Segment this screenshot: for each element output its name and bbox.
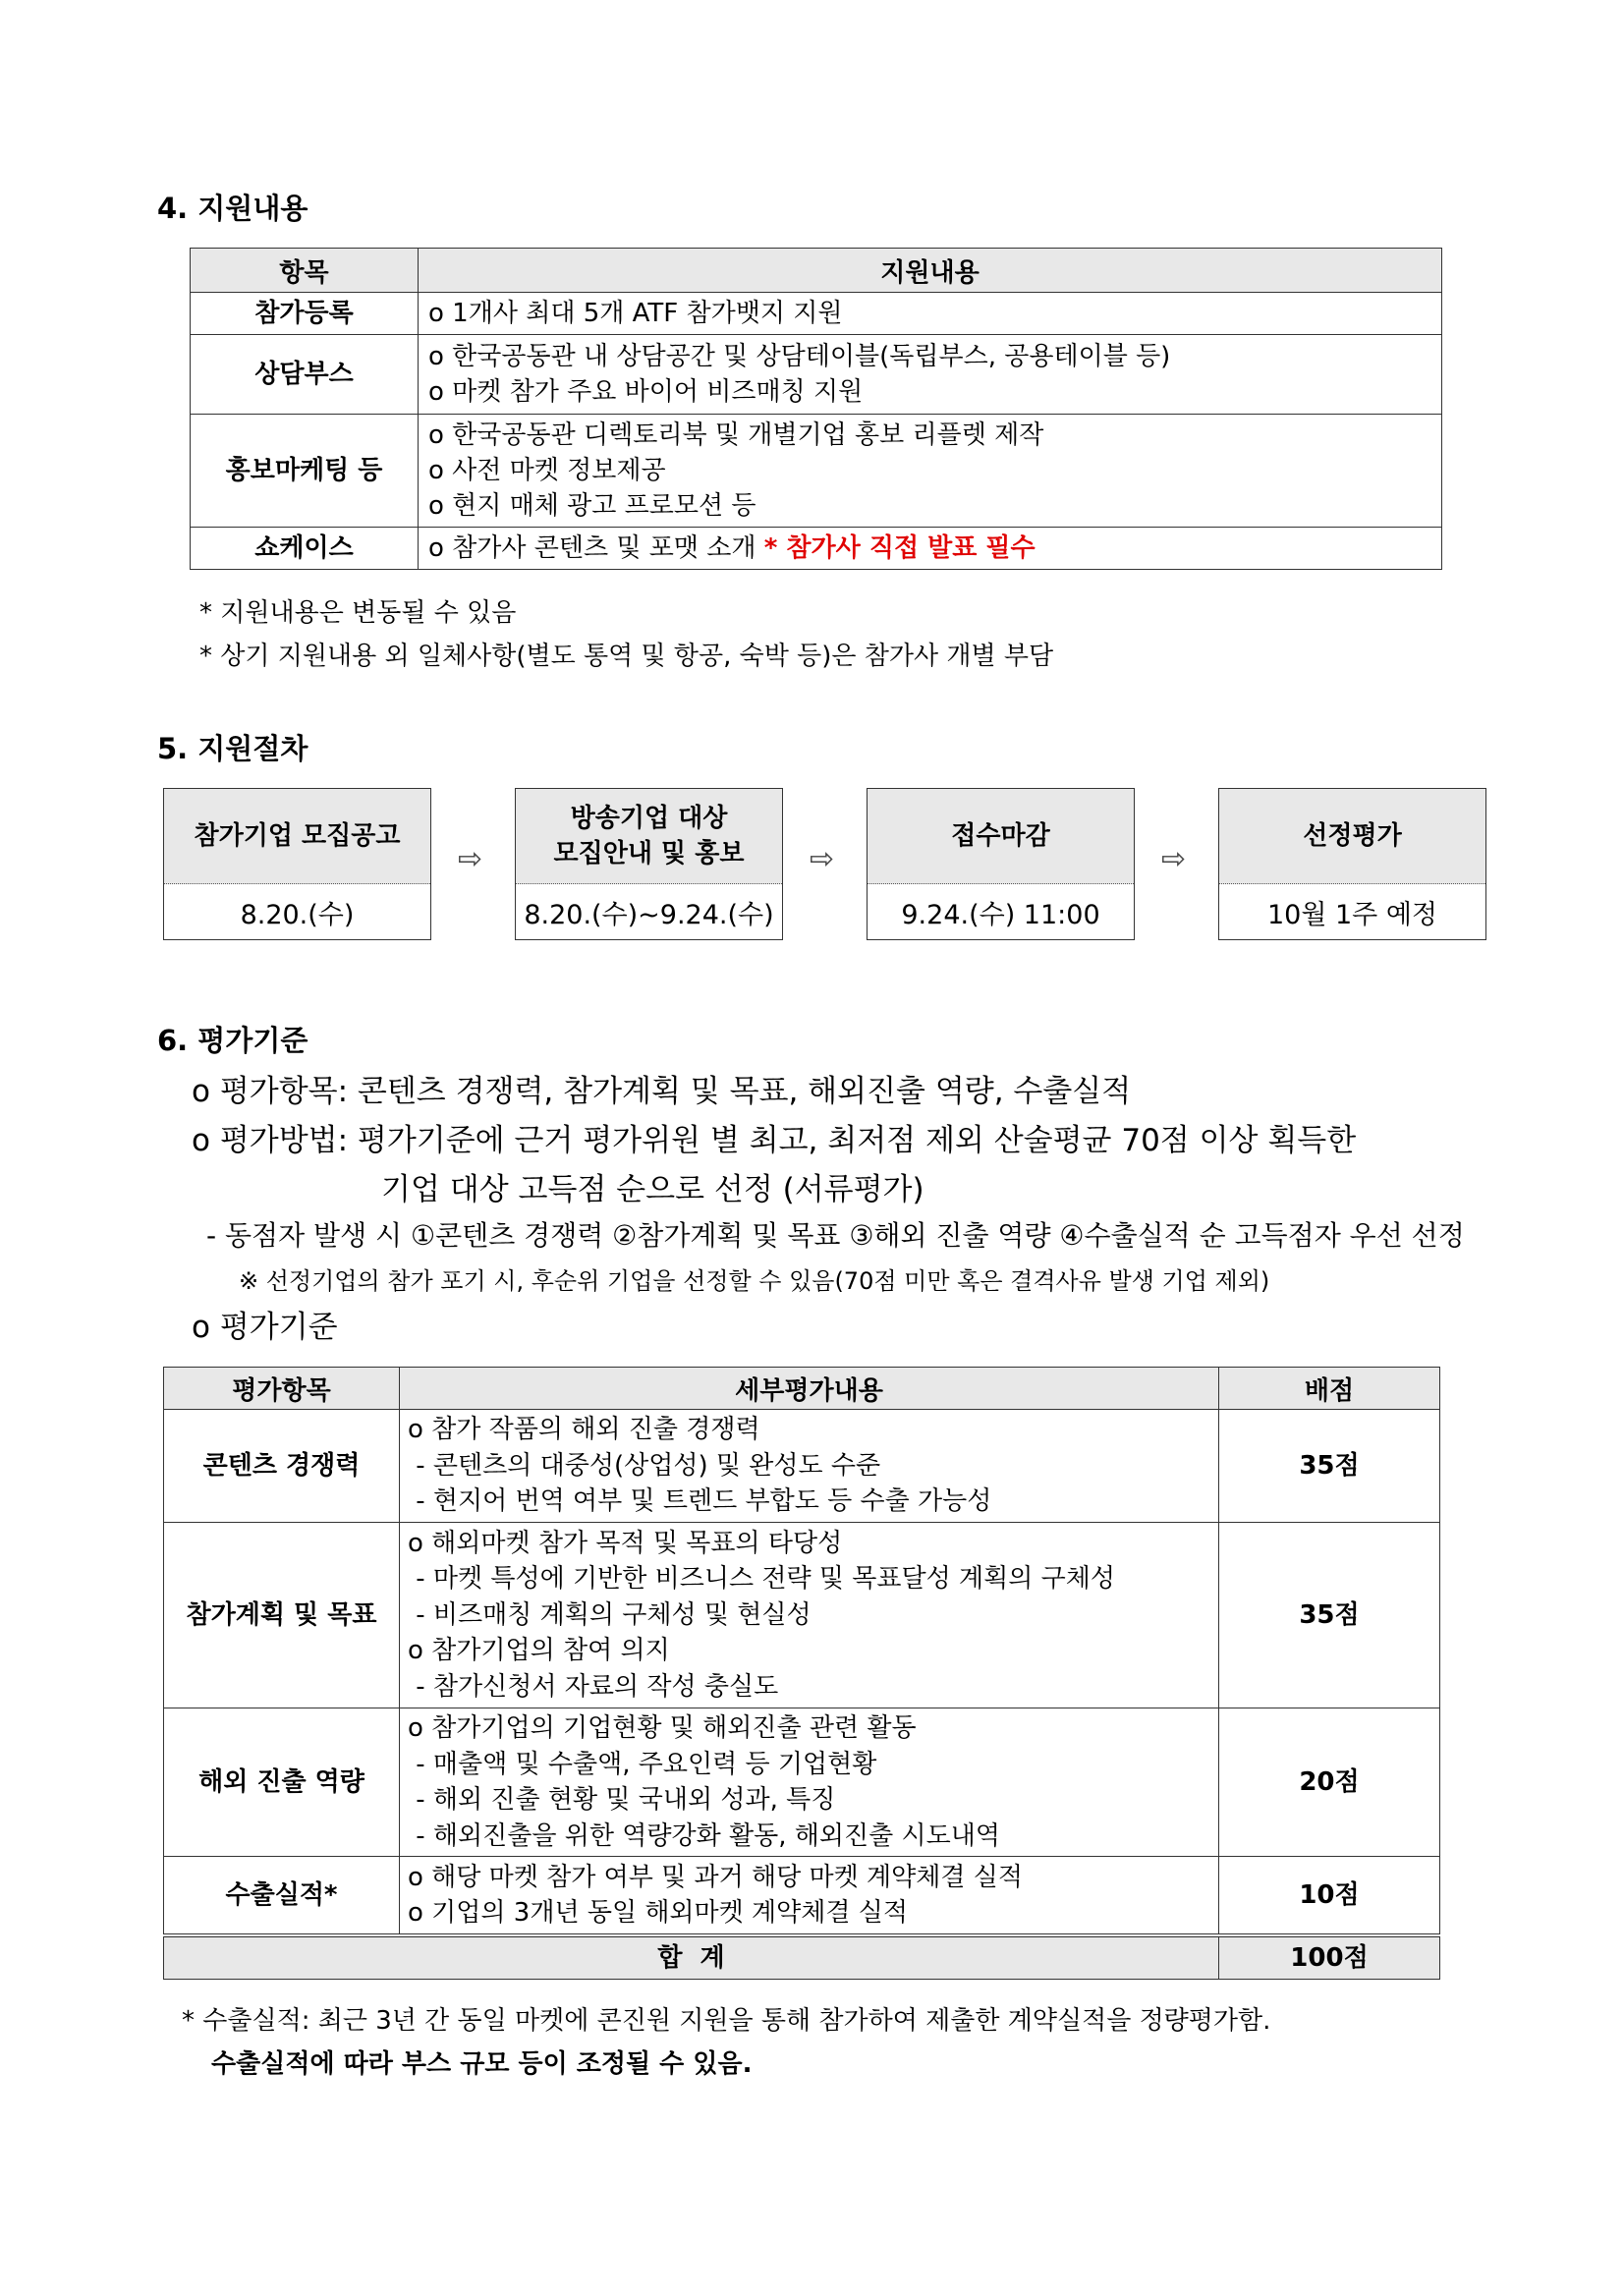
category-cell: 상담부스	[191, 335, 419, 415]
criteria-item: 기업 대상 고득점 순으로 선정 (서류평가)	[381, 1172, 924, 1207]
header-item: 항목	[191, 249, 419, 293]
step-title: 참가기업 모집공고	[164, 789, 430, 884]
header-content: 지원내용	[419, 249, 1442, 293]
detail-line: o 기업의 3개년 동일 해외마켓 계약체결 실적	[408, 1898, 909, 1928]
content-line: o 현지 매체 광고 프로모션 등	[428, 491, 756, 521]
table-row	[164, 1708, 1440, 1857]
detail-line: o 해당 마켓 참가 여부 및 과거 해당 마켓 계약체결 실적	[408, 1862, 1023, 1892]
total-row	[164, 1935, 1440, 1980]
detail-line: - 참가신청서 자료의 작성 충실도	[408, 1671, 779, 1702]
step-title: 선정평가	[1219, 789, 1485, 884]
score-cell: 35점	[1219, 1523, 1440, 1708]
arrow-right-icon: ⇨	[458, 842, 483, 876]
header-score: 배점	[1219, 1368, 1440, 1410]
detail-line: - 매출액 및 수출액, 주요인력 등 기업현황	[408, 1749, 877, 1779]
criteria-item: o 평가기준	[192, 1310, 338, 1345]
footnote-bold: 수출실적에 따라 부스 규모 등이 조정될 수 있음.	[211, 2049, 753, 2079]
content-cell	[419, 528, 1442, 570]
support-content-table	[190, 248, 1442, 570]
category-cell: 쇼케이스	[191, 528, 419, 570]
table-row	[164, 1410, 1440, 1523]
note: * 지원내용은 변동될 수 있음	[199, 598, 517, 628]
criteria-item: o 평가항목: 콘텐츠 경쟁력, 참가계획 및 목표, 해외진출 역량, 수출실적	[192, 1074, 1132, 1109]
total-score: 100점	[1219, 1935, 1440, 1980]
process-step	[515, 788, 783, 940]
content-line: o 1개사 최대 5개 ATF 참가뱃지 지원	[428, 299, 843, 328]
process-step	[867, 788, 1135, 940]
table-row	[164, 1857, 1440, 1936]
note: * 상기 지원내용 외 일체사항(별도 통역 및 항공, 숙박 등)은 참가사 개별 부담	[199, 642, 1054, 671]
header-detail: 세부평가내용	[400, 1368, 1219, 1410]
content-line: o 한국공동관 내 상담공간 및 상담테이블(독립부스, 공용테이블 등)	[428, 342, 1171, 371]
content-line: o 사전 마켓 정보제공	[428, 456, 666, 485]
header-category: 평가항목	[164, 1368, 400, 1410]
step-date: 8.20.(수)	[240, 899, 355, 930]
content-line: o 마켓 참가 주요 바이어 비즈매칭 지원	[428, 377, 864, 407]
detail-cell	[400, 1857, 1219, 1936]
detail-cell	[400, 1708, 1219, 1857]
tie-break-rule: - 동점자 발생 시 ①콘텐츠 경쟁력 ②참가계획 및 목표 ③해외 진출 역량 ④수출실적 순 고득점자 우선 선정	[206, 1219, 1465, 1252]
process-step	[1218, 788, 1486, 940]
section-5-title: 5. 지원절차	[157, 732, 308, 765]
arrow-right-icon: ⇨	[810, 842, 835, 876]
table-row	[191, 415, 1442, 528]
detail-line: - 해외 진출 현황 및 국내외 성과, 특징	[408, 1785, 836, 1815]
step-title: 방송기업 대상 모집안내 및 홍보	[516, 789, 782, 884]
detail-line: - 현지어 번역 여부 및 트렌드 부합도 등 수출 가능성	[408, 1486, 992, 1517]
table-row	[164, 1523, 1440, 1708]
footnote: * 수출실적: 최근 3년 간 동일 마켓에 콘진원 지원을 통해 참가하여 제출한 계약실적을 정량평가함.	[182, 2006, 1271, 2036]
detail-line: o 참가기업의 기업현황 및 해외진출 관련 활동	[408, 1713, 917, 1743]
detail-cell	[400, 1523, 1219, 1708]
category-cell: 참가등록	[191, 293, 419, 335]
total-label: 합 계	[164, 1935, 1219, 1980]
step-date: 8.20.(수)~9.24.(수)	[524, 899, 774, 930]
step-date: 9.24.(수) 11:00	[901, 899, 1100, 930]
table-row	[191, 528, 1442, 570]
table-row	[191, 293, 1442, 335]
category-cell: 수출실적*	[164, 1857, 400, 1936]
process-step	[163, 788, 431, 940]
evaluation-table	[163, 1367, 1440, 1980]
detail-line: - 비즈매칭 계획의 구체성 및 현실성	[408, 1599, 812, 1630]
detail-cell	[400, 1410, 1219, 1523]
section-6-title: 6. 평가기준	[157, 1024, 308, 1057]
category-cell: 홍보마케팅 등	[191, 415, 419, 528]
score-cell: 20점	[1219, 1708, 1440, 1857]
detail-line: - 콘텐츠의 대중성(상업성) 및 완성도 수준	[408, 1450, 881, 1481]
section-4-title: 4. 지원내용	[157, 192, 308, 225]
detail-line: - 마켓 특성에 기반한 비즈니스 전략 및 목표달성 계획의 구체성	[408, 1564, 1115, 1595]
content-cell	[419, 293, 1442, 335]
content-cell	[419, 415, 1442, 528]
score-cell: 10점	[1219, 1857, 1440, 1936]
detail-line: o 해외마켓 참가 목적 및 목표의 타당성	[408, 1528, 843, 1558]
category-cell: 콘텐츠 경쟁력	[164, 1410, 400, 1523]
criteria-item: o 평가방법: 평가기준에 근거 평가위원 별 최고, 최저점 제외 산술평균 70점 이상 획득한	[192, 1123, 1357, 1158]
content-line: o 한국공동관 디렉토리북 및 개별기업 홍보 리플렛 제작	[428, 420, 1044, 450]
note: ※ 선정기업의 참가 포기 시, 후순위 기업을 선정할 수 있음(70점 미만 혹은 결격사유 발생 기업 제외)	[239, 1267, 1270, 1295]
arrow-right-icon: ⇨	[1161, 842, 1187, 876]
detail-line: o 참가 작품의 해외 진출 경쟁력	[408, 1415, 760, 1445]
required-notice: * 참가사 직접 발표 필수	[763, 533, 1036, 563]
detail-line: - 해외진출을 위한 역량강화 활동, 해외진출 시도내역	[408, 1820, 1000, 1851]
category-cell: 참가계획 및 목표	[164, 1523, 400, 1708]
detail-line: o 참가기업의 참여 의지	[408, 1636, 670, 1666]
step-date: 10월 1주 예정	[1266, 899, 1438, 930]
category-cell: 해외 진출 역량	[164, 1708, 400, 1857]
content-cell	[419, 335, 1442, 415]
table-row	[191, 335, 1442, 415]
content-line: o 참가사 콘텐츠 및 포맷 소개	[428, 533, 764, 563]
step-title: 접수마감	[868, 789, 1134, 884]
score-cell: 35점	[1219, 1410, 1440, 1523]
